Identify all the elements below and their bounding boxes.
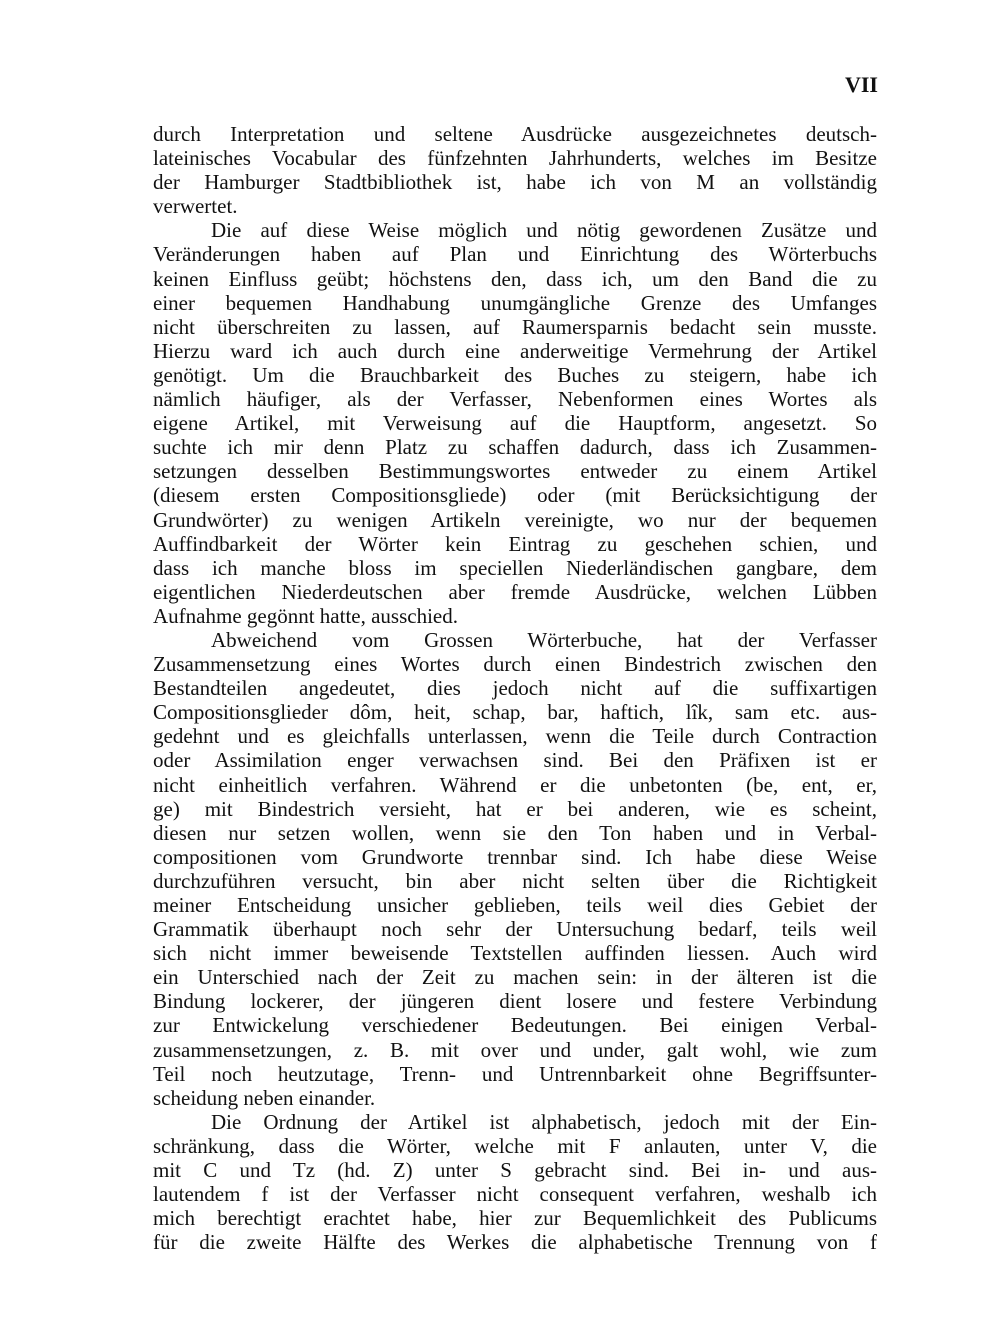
text-line: lautendem f ist der Verfasser nicht consequent verfahren, weshalb ich [153,1182,877,1207]
text-line: Grammatik überhaupt noch sehr der Untersuchung bedarf, teils weil [153,917,877,942]
text-line: Grundwörter) zu wenigen Artikeln vereinigte, wo nur der bequemen [153,507,877,532]
text-line: diesen nur setzen wollen, wenn sie den Ton haben und in Verbal- [153,820,877,845]
text-line: scheidung neben einander. [153,1085,376,1110]
text-line: nämlich häufiger, als der Verfasser, Nebenformen eines Wortes als [153,387,877,412]
text-line: nicht einheitlich verfahren. Während er die unbetonten (be, ent, er, [153,772,877,797]
text-line: Teil noch heutzutage, Trenn- und Untrennbarkeit ohne Begriffsunter- [153,1061,877,1086]
text-line: gedehnt und es gleichfalls unterlassen, wenn die Teile durch Contraction [153,724,877,749]
text-line: zusammensetzungen, z. B. mit over und under, galt wohl, wie zum [153,1037,877,1062]
text-line: lateinisches Vocabular des fünfzehnten Jahrhunderts, welches im Besitze [153,146,877,171]
text-line: schränkung, dass die Wörter, welche mit F anlauten, unter V, die [153,1133,877,1158]
text-line: keinen Einfluss geübt; höchstens den, dass ich, um den Band die zu [153,266,877,291]
text-line: eigene Artikel, mit Verweisung auf die Hauptform, angesetzt. So [153,411,877,436]
text-line: sich nicht immer beweisende Textstellen auffinden liessen. Auch wird [153,941,877,966]
text-line: zur Entwickelung verschiedener Bedeutungen. Bei einigen Verbal- [153,1013,877,1038]
text-line: Hierzu ward ich auch durch eine anderweitige Vermehrung der Artikel [153,338,877,363]
text-line: Compositionsglieder dôm, heit, schap, bar, haftich, lîk, sam etc. aus- [153,700,877,725]
text-line: ein Unterschied nach der Zeit zu machen sein: in der älteren ist die [153,965,877,990]
text-line: Veränderungen haben auf Plan und Einrichtung des Wörterbuchs [153,242,877,267]
text-line: Die Ordnung der Artikel ist alphabetisch, jedoch mit der Ein- [211,1109,877,1134]
text-line: oder Assimilation enger verwachsen sind. Bei den Präfixen ist er [153,748,877,773]
text-line: ge) mit Bindestrich versieht, hat er bei anderen, wie es scheint, [153,796,877,821]
text-line: genötigt. Um die Brauchbarkeit des Buches zu steigern, habe ich [153,362,877,387]
body-text [153,122,877,1254]
text-line: Abweichend vom Grossen Wörterbuche, hat der Verfasser [211,627,877,652]
text-line: verwertet. [153,194,238,219]
text-line: Zusammensetzung eines Wortes durch einen Bindestrich zwischen den [153,652,877,677]
text-line: mit C und Tz (hd. Z) unter S gebracht sind. Bei in- und aus- [153,1158,877,1183]
text-line: durch Interpretation und seltene Ausdrücke ausgezeichnetes deutsch- [153,122,877,146]
text-line: Auffindbarkeit der Wörter kein Eintrag zu geschehen schien, und [153,531,877,556]
text-line: eigentlichen Niederdeutschen aber fremde Ausdrücke, welchen Lübben [153,579,877,604]
text-line: durchzuführen versucht, bin aber nicht selten über die Richtigkeit [153,868,877,893]
text-line: nicht überschreiten zu lassen, auf Raumersparnis bedacht sein musste. [153,314,877,339]
text-line: suchte ich mir denn Platz zu schaffen dadurch, dass ich Zusammen- [153,435,877,460]
text-line: Bestandteilen angedeutet, dies jedoch nicht auf die suffixartigen [153,676,877,701]
text-line: dass ich manche bloss im speciellen Niederländischen gangbare, dem [153,555,877,580]
text-line: einer bequemen Handhabung unumgängliche Grenze des Umfanges [153,290,877,315]
text-line: der Hamburger Stadtbibliothek ist, habe ich von M an vollständig [153,170,877,195]
text-line: mich berechtigt erachtet habe, hier zur Bequemlichkeit des Publicums [153,1206,877,1231]
text-line: meiner Entscheidung unsicher geblieben, teils weil dies Gebiet der [153,893,877,917]
text-line: (diesem ersten Compositionsgliede) oder (mit Berücksichtigung der [153,483,877,508]
text-line: Aufnahme gegönnt hatte, ausschied. [153,603,458,628]
page-number: VII [844,72,878,97]
text-line: Bindung lockerer, der jüngeren dient losere und festere Verbindung [153,989,877,1014]
text-line: setzungen desselben Bestimmungswortes entweder zu einem Artikel [153,459,877,484]
text-line: compositionen vom Grundworte trennbar sind. Ich habe diese Weise [153,844,877,869]
text-line: für die zweite Hälfte des Werkes die alphabetische Trennung von f [153,1230,877,1255]
text-line: Die auf diese Weise möglich und nötig gewordenen Zusätze und [211,218,877,243]
